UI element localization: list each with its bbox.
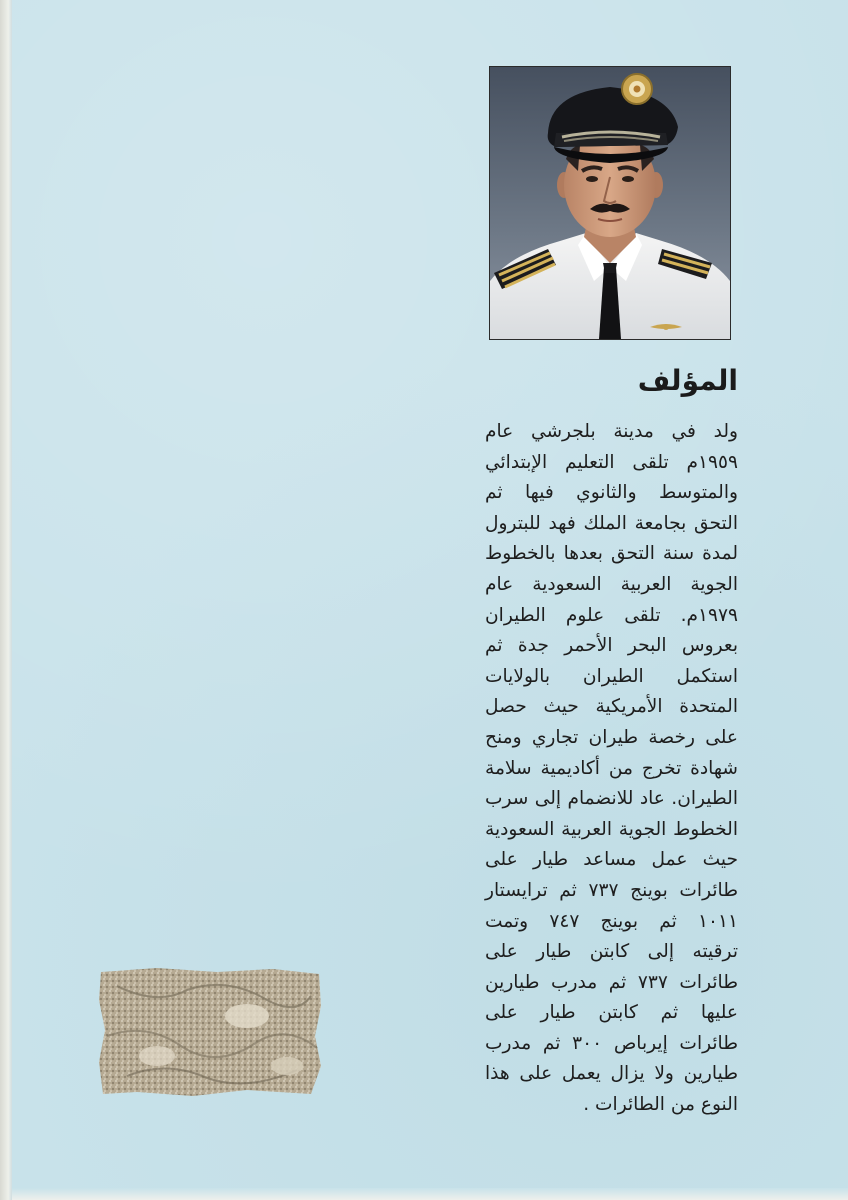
bio-line: على رخصة طيران تجاري ومنح <box>485 726 738 748</box>
bio-line: حيث عمل مساعد طيار على <box>485 849 738 871</box>
bio-line: والمتوسط والثانوي فيها ثم <box>485 482 738 504</box>
bio-line: لمدة سنة التحق بعدها بالخطوط <box>485 543 738 565</box>
bio-line: ١٩٧٩م. تلقى علوم الطيران <box>485 604 738 626</box>
page-bottom-edge <box>12 1188 848 1200</box>
bio-line: الجوية العربية السعودية عام <box>485 573 738 595</box>
bio-line: عليها ثم كابتن طيار على <box>485 1002 738 1024</box>
bio-line: الطيران. عاد للانضمام إلى سرب <box>485 788 738 810</box>
bio-line: طائرات إيرباص ٣٠٠ ثم مدرب <box>485 1032 739 1054</box>
bio-line: ١٩٥٩م تلقى التعليم الإبتدائي <box>485 451 738 473</box>
bio-line: التحق بجامعة الملك فهد للبترول <box>485 512 738 534</box>
bio-line: ١٠١١ ثم بوينج ٧٤٧ وتمت <box>485 910 738 932</box>
bio-line: بعروس البحر الأحمر جدة ثم <box>485 635 738 657</box>
bio-line: طيارين ولا يزال يعمل على هذا <box>485 1063 738 1085</box>
author-biography <box>485 417 738 1121</box>
bio-line: المتحدة الأمريكية حيث حصل <box>485 696 738 718</box>
torn-sticker-residue <box>97 966 323 1098</box>
bio-line: شهادة تخرج من أكاديمية سلامة <box>485 757 738 779</box>
bio-line: ترقيته إلى كابتن طيار على <box>485 941 738 963</box>
bio-line: الخطوط الجوية العربية السعودية <box>485 818 738 840</box>
bio-line: طائرات بوينج ٧٣٧ ثم ترايستار <box>485 879 738 901</box>
author-portrait <box>489 66 731 340</box>
bio-line: استكمل الطيران بالولايات <box>485 665 738 687</box>
bio-line: طائرات ٧٣٧ ثم مدرب طيارين <box>485 971 738 993</box>
bio-line: النوع من الطائرات . <box>583 1094 738 1116</box>
author-heading: المؤلف <box>637 364 738 397</box>
bio-line: ولد في مدينة بلجرشي عام <box>485 421 738 442</box>
